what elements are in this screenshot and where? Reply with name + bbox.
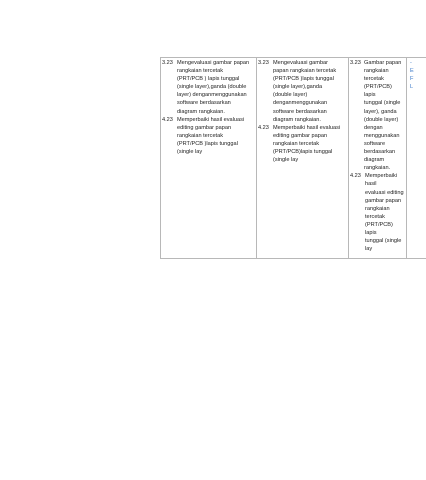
text-line: (single layer),ganda (double (177, 84, 247, 91)
text-line: Memperbaiki hasil evaluasi (273, 124, 341, 131)
link-fragment[interactable]: L (410, 84, 414, 91)
text-line: layer) denganmenggunakan (177, 92, 247, 99)
link-fragment[interactable]: F (410, 76, 414, 83)
item-text (273, 124, 348, 164)
text-line: dengan (364, 124, 383, 131)
text-line: (single lay (177, 149, 203, 156)
list-item (257, 124, 348, 164)
text-line: tercetak (365, 213, 385, 220)
table-column-4 (407, 58, 426, 258)
text-line: editing gambar papan (177, 124, 232, 131)
text-line: (double layer) (273, 92, 308, 99)
text-line: software berdasarkan (273, 108, 327, 115)
item-text (364, 59, 406, 172)
text-line: gambar papan (365, 197, 402, 204)
text-line: diagram rangkaian. (177, 108, 225, 115)
text-line: (PRT/PCB) lapis (364, 84, 392, 99)
item-number: 4.23 (162, 116, 173, 123)
text-line: (PRT/PCB )lapis tunggal (273, 76, 334, 83)
text-line: rangkaian tercetak (177, 132, 224, 139)
text-line: Memperbaiki hasil (365, 173, 398, 188)
text-line: tunggal (single (364, 100, 401, 107)
text-line: Gambar papan (364, 60, 402, 66)
text-line: evaluasi editing (365, 189, 404, 196)
item-number: 4.23 (350, 173, 361, 180)
text-line: (double layer) (364, 116, 399, 123)
text-line: lay (365, 246, 373, 253)
item-text (177, 59, 256, 116)
text-line: rangkaian tercetak (273, 140, 320, 147)
text-line: berdasarkan (364, 149, 396, 156)
item-text (177, 116, 256, 156)
text-line: (single lay (273, 157, 299, 164)
item-number: 3.23 (350, 60, 361, 66)
text-line: rangkaian tercetak (177, 68, 224, 75)
link-fragment[interactable]: E (410, 68, 414, 75)
table-column-1 (161, 58, 257, 258)
text-line: menggunakan (364, 132, 400, 139)
text-line: diagram (364, 157, 385, 164)
text-line: Mengevaluasi gambar (273, 60, 329, 66)
text-line: rangkaian (365, 205, 390, 212)
text-line: Memperbaiki hasil evaluasi (177, 116, 245, 123)
text-line: denganmenggunakan (273, 100, 328, 107)
item-number: 3.23 (258, 60, 269, 66)
text-line: rangkaian. (364, 165, 391, 172)
item-number: 3.23 (162, 60, 173, 66)
item-number: 4.23 (258, 124, 269, 131)
link-fragment[interactable]: - (410, 60, 412, 66)
text-line: (PRT/PCB )lapis tunggal (177, 140, 238, 147)
text-line: layer), ganda (364, 108, 397, 115)
competency-table (160, 57, 426, 259)
list-item (349, 172, 406, 253)
text-line: (PRT/PCB) lapis (365, 221, 393, 236)
text-line: papan rangkaian tercetak (273, 68, 337, 75)
table-column-3 (349, 58, 407, 258)
list-item (161, 116, 256, 156)
item-text (365, 172, 406, 253)
list-item (161, 59, 256, 116)
text-line: software (364, 140, 386, 147)
table-column-2 (257, 58, 349, 258)
list-item (257, 59, 348, 124)
text-line: rangkaian (364, 68, 389, 75)
text-line: tunggal (single (365, 238, 402, 245)
item-text (273, 59, 348, 124)
text-line: (PRT/PCB)lapis tunggal (273, 149, 333, 156)
text-line: Mengevaluasi gambar papan (177, 60, 250, 66)
list-item (349, 59, 406, 172)
text-line: tercetak (364, 76, 384, 83)
text-line: (PRT/PCB ) lapis tunggal (177, 76, 240, 83)
text-line: diagram rangkaian. (273, 116, 321, 123)
text-line: (single layer),ganda (273, 84, 323, 91)
text-line: software berdasarkan (177, 100, 231, 107)
text-line: editing gambar papan (273, 132, 328, 139)
